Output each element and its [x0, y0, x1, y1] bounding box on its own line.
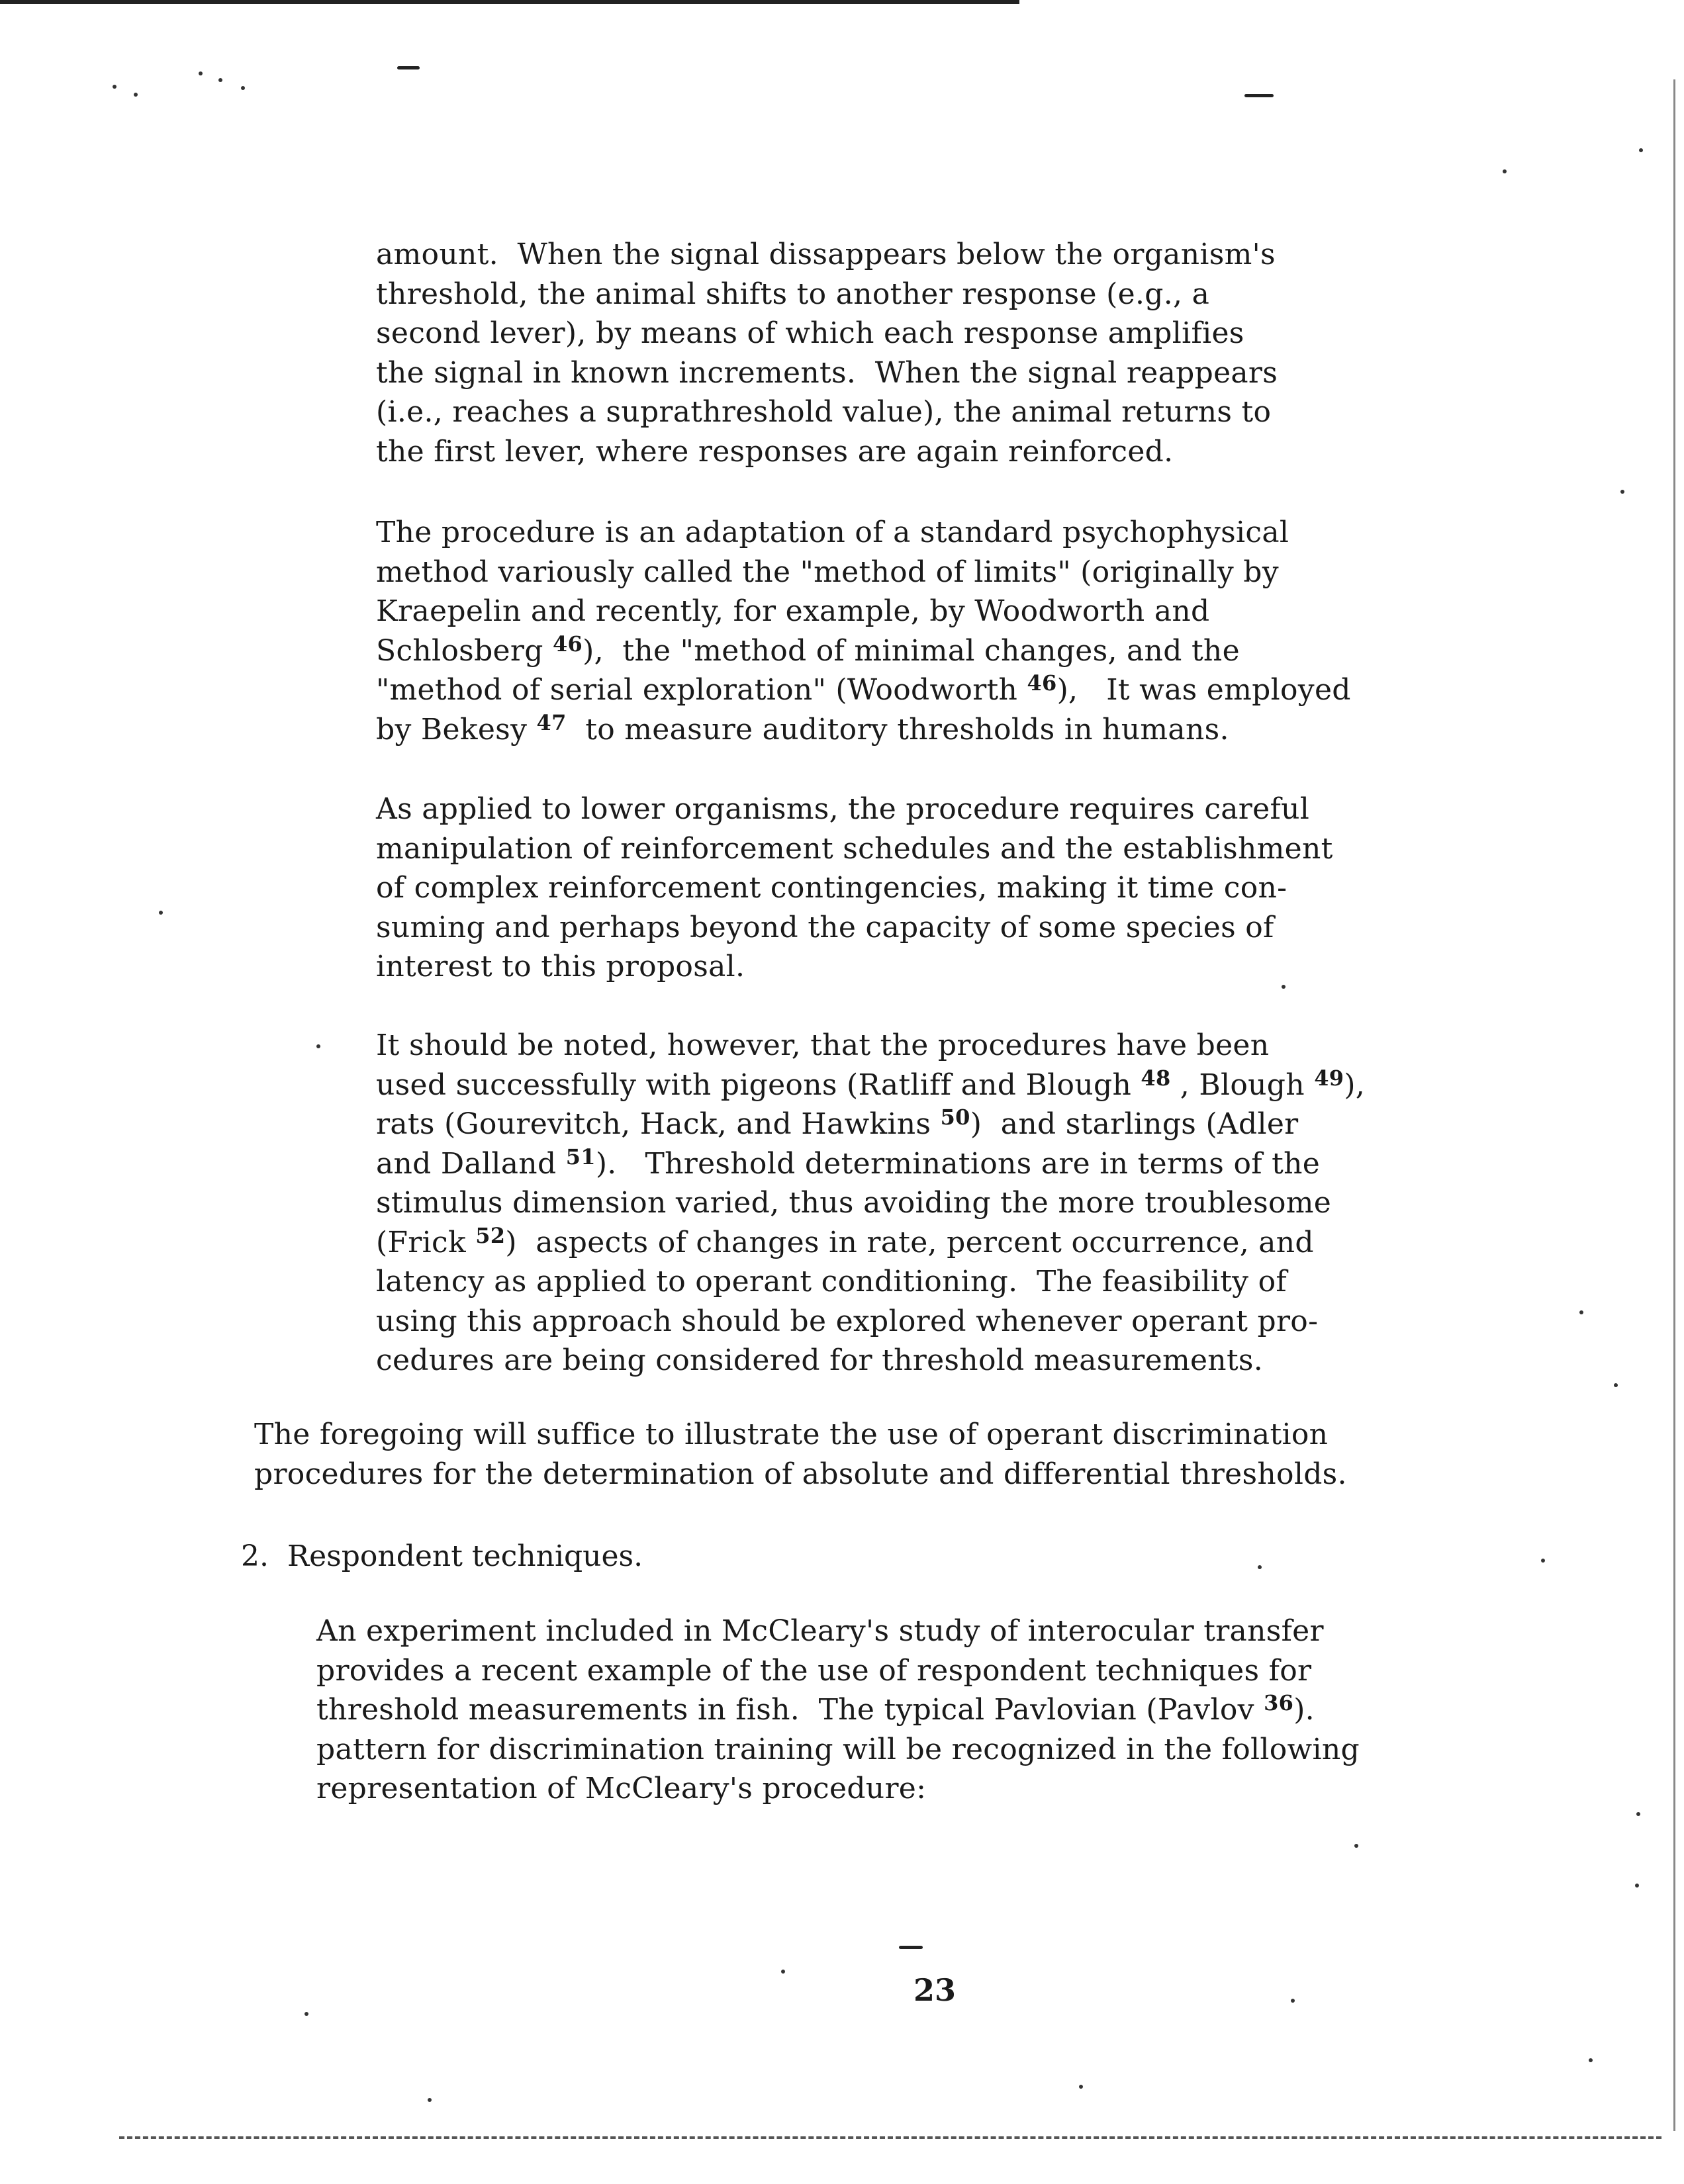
scan-speck: [1620, 490, 1624, 494]
bottom-edge-line: [119, 2136, 1661, 2139]
scan-speck: [199, 71, 203, 75]
text-fragment: ).: [1293, 1693, 1315, 1727]
scan-speck: [1291, 1999, 1295, 2003]
text-fragment: ). Threshold determinations are in terms of the: [595, 1146, 1321, 1181]
scan-speck: [304, 2012, 308, 2016]
citation-ref: 47: [536, 709, 567, 735]
scan-speck: [1579, 1310, 1583, 1314]
paragraph-respondent-techniques: [316, 1612, 1360, 1809]
text-line: (i.e., reaches a suprathreshold value), the animal returns to: [376, 395, 1272, 429]
scan-speck: [1636, 1812, 1640, 1816]
text-line: As applied to lower organisms, the procedure requires careful: [376, 792, 1310, 826]
text-line: cedures are being considered for threshold measurements.: [376, 1343, 1264, 1377]
scan-speck: [1589, 2058, 1593, 2062]
text-line: Kraepelin and recently, for example, by Woodworth and: [376, 594, 1210, 628]
text-line: the first lever, where responses are again reinforced.: [376, 434, 1174, 469]
citation-ref: 52: [475, 1222, 506, 1248]
citation-ref: 50: [940, 1105, 970, 1130]
text-line: amount. When the signal dissappears below the organism's: [376, 238, 1276, 271]
scan-speck: [1635, 1884, 1639, 1888]
text-line: It should be noted, however, that the procedures have been: [376, 1028, 1270, 1062]
text-line: provides a recent example of the use of respondent techniques for: [316, 1653, 1312, 1688]
text-line: The foregoing will suffice to illustrate the use of operant discrimination: [254, 1418, 1329, 1451]
text-line: latency as applied to operant conditioning. The feasibility of: [376, 1265, 1287, 1298]
scan-speck: [159, 911, 163, 915]
scan-speck: [241, 86, 245, 90]
text-line: The procedure is an adaptation of a standard psychophysical: [376, 516, 1289, 549]
text-line: threshold, the animal shifts to another response (e.g., a: [376, 277, 1210, 311]
scan-speck: [218, 78, 222, 82]
text-line: stimulus dimension varied, thus avoiding the more troublesome: [376, 1186, 1332, 1220]
scan-speck: [781, 1970, 785, 1974]
scan-speck: [1614, 1383, 1618, 1387]
paragraph-noted-however: [376, 1026, 1365, 1381]
scan-speck: [113, 85, 117, 89]
paragraph-lower-organisms: [376, 790, 1333, 987]
text-fragment: to measure auditory thresholds in humans.: [566, 712, 1229, 747]
paragraph-foregoing: [254, 1415, 1347, 1494]
scan-speck: [1258, 1565, 1262, 1569]
section-heading: 2. Respondent techniques.: [241, 1539, 643, 1573]
top-edge-line: [0, 0, 1019, 4]
citation-ref: 48: [1141, 1065, 1171, 1091]
scan-speck: [1541, 1559, 1545, 1563]
text-fragment: (Frick: [376, 1225, 476, 1259]
scan-mark: [397, 66, 420, 69]
text-fragment: rats (Gourevitch, Hack, and Hawkins: [376, 1107, 941, 1141]
text-fragment: used successfully with pigeons (Ratliff and Blough: [376, 1068, 1141, 1102]
text-line: An experiment included in McCleary's study of interocular transfer: [316, 1614, 1324, 1648]
text-fragment: , Blough: [1170, 1068, 1315, 1102]
scan-mark: [1244, 94, 1274, 97]
text-fragment: ), the "method of minimal changes, and the: [583, 633, 1240, 668]
text-line: procedures for the determination of absolute and differential thresholds.: [254, 1457, 1347, 1491]
text-fragment: Schlosberg: [376, 633, 553, 668]
scan-speck: [1639, 148, 1643, 152]
text-line: manipulation of reinforcement schedules and the establishment: [376, 831, 1333, 866]
citation-ref: 36: [1264, 1690, 1294, 1715]
text-fragment: ) aspects of changes in rate, percent occurrence, and: [505, 1225, 1314, 1259]
scan-speck: [1079, 2085, 1083, 2089]
paragraph-method-of-limits: [376, 513, 1351, 749]
text-fragment: threshold measurements in fish. The typical Pavlovian (Pavlov: [316, 1693, 1264, 1727]
text-line: interest to this proposal.: [376, 950, 745, 983]
right-edge-shadow: [1673, 79, 1675, 2131]
scan-speck: [316, 1044, 320, 1048]
text-line: of complex reinforcement contingencies, making it time con-: [376, 871, 1287, 905]
text-fragment: "method of serial exploration" (Woodworth: [376, 673, 1027, 707]
text-line: suming and perhaps beyond the capacity of some species of: [376, 910, 1274, 944]
citation-ref: 46: [1027, 670, 1057, 696]
text-line: second lever), by means of which each response amplifies: [376, 316, 1244, 350]
page-number: 23: [913, 1972, 957, 2008]
scan-speck: [1354, 1844, 1358, 1848]
text-line: pattern for discrimination training will be recognized in the following: [316, 1732, 1360, 1766]
text-fragment: ), It was employed: [1056, 673, 1351, 707]
text-fragment: by Bekesy: [376, 712, 537, 747]
text-line: using this approach should be explored whenever operant pro-: [376, 1304, 1319, 1338]
citation-ref: 49: [1314, 1065, 1344, 1091]
citation-ref: 46: [552, 631, 583, 657]
text-fragment: and Dalland: [376, 1146, 566, 1181]
paragraph-signal-continuation: [376, 235, 1278, 471]
text-line: the signal in known increments. When the signal reappears: [376, 355, 1278, 390]
scan-mark: [899, 1946, 923, 1949]
text-line: method variously called the "method of limits" (originally by: [376, 555, 1279, 589]
scan-speck: [134, 93, 138, 97]
text-line: representation of McCleary's procedure:: [316, 1772, 927, 1805]
scan-speck: [428, 2098, 432, 2102]
scan-speck: [1503, 169, 1507, 173]
text-fragment: ) and starlings (Adler: [970, 1107, 1299, 1141]
text-fragment: ),: [1344, 1068, 1366, 1102]
citation-ref: 51: [565, 1144, 596, 1169]
